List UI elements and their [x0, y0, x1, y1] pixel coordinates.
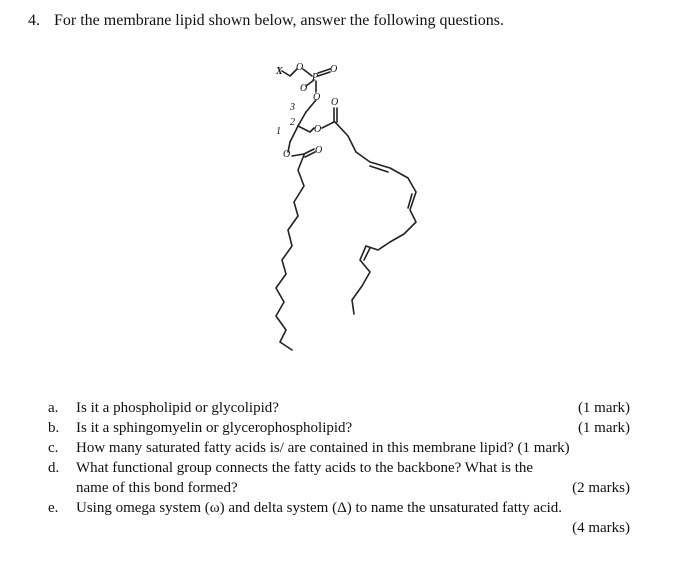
atom-o-left: O: [300, 83, 308, 94]
carbon-1-label: 1: [276, 126, 281, 137]
atom-o-double-bond: O: [330, 64, 338, 75]
subquestion-text: Using omega system (ω) and delta system (Δ) to name the unsaturated fatty acid.: [76, 500, 563, 516]
bond-o-p: [303, 69, 312, 76]
subquestion-marks: (4 marks): [572, 520, 630, 536]
subquestion-letter: c.: [48, 440, 59, 456]
question-number: 4.: [28, 12, 40, 29]
atom-p-label: P: [312, 72, 319, 83]
subquestion-marks: (1 mark): [577, 420, 630, 436]
atom-o-carbonyl-left: O: [315, 145, 323, 156]
lipid-skeletal-formula: [240, 52, 440, 362]
subquestion-text: What functional group connects the fatty acids to the backbone? What is the name of this bond formed?: [76, 460, 534, 496]
subquestion-d: [48, 458, 638, 498]
bond-carbonyl-left-double: [304, 149, 315, 157]
subquestion-letter: e.: [48, 500, 59, 516]
atom-x-label: X: [276, 66, 283, 77]
subquestion-letter: a.: [48, 400, 59, 416]
atom-o-below-p: O: [313, 92, 321, 103]
atom-o-ester-c1: O: [283, 149, 291, 160]
subquestion-list: [48, 398, 638, 538]
carbon-2-label: 2: [290, 117, 295, 128]
bond-o-carbonyl-left: [292, 154, 304, 156]
bond-p-double-o: [318, 69, 330, 76]
saturated-fatty-acid-chain: [276, 155, 304, 350]
subquestion-b: [48, 418, 638, 438]
subquestion-text: Is it a phospholipid or glycolipid?: [76, 400, 279, 416]
subquestion-e: [48, 498, 638, 538]
bond-o-carbonyl-right: [322, 122, 334, 128]
subquestion-marks: (1 mark): [577, 400, 630, 416]
subquestion-marks: (2 marks): [572, 480, 630, 496]
atom-o-top: O: [296, 62, 304, 73]
subquestion-letter: b.: [48, 420, 60, 436]
bond-c2-c1: [290, 126, 298, 142]
bond-carbonyl-right-double: [334, 108, 337, 122]
bond-c3-c2: [298, 112, 306, 126]
subquestion-text: Is it a sphingomyelin or glycerophospholipid?: [76, 420, 353, 436]
carbon-3-label: 3: [290, 102, 295, 113]
bond-x-o: [282, 69, 297, 76]
subquestion-letter: d.: [48, 460, 60, 476]
subquestion-c: [48, 438, 638, 458]
atom-o-ester-c2: O: [314, 124, 322, 135]
subquestion-text: How many saturated fatty acids is/ are contained in this membrane lipid? (1 mark): [76, 440, 570, 456]
unsaturated-fatty-acid-chain: [335, 122, 416, 314]
bond-c2-o: [298, 126, 314, 132]
question-prompt: For the membrane lipid shown below, answer the following questions.: [54, 12, 504, 29]
question-heading: [28, 10, 504, 32]
membrane-lipid-structure: [240, 52, 440, 362]
subquestion-a: [48, 398, 638, 418]
atom-o-carbonyl-right: O: [331, 97, 339, 108]
